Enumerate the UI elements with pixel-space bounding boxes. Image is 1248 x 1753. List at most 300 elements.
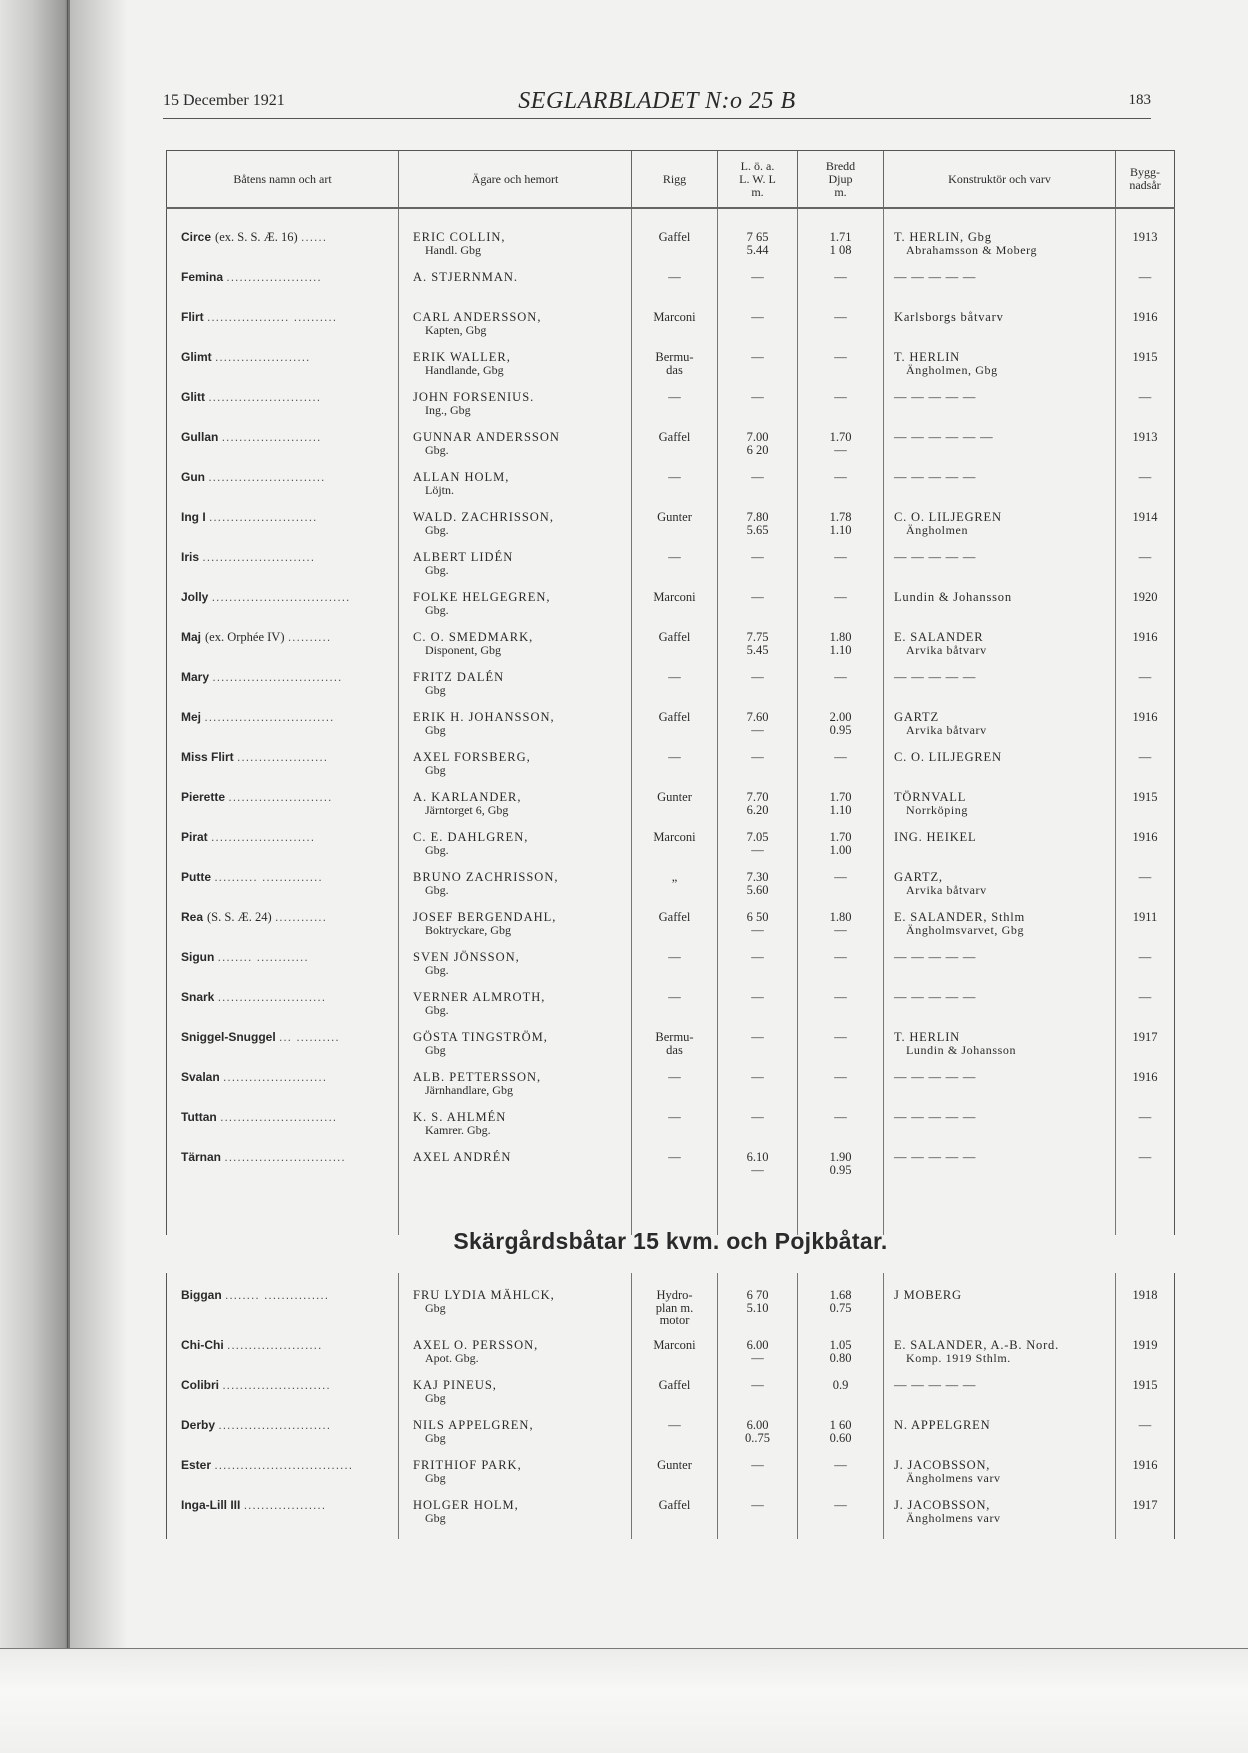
- leader-dots: ........ ...............: [225, 1289, 330, 1302]
- owner-cell: [399, 751, 632, 791]
- length-waterline: —: [751, 922, 764, 937]
- beam-draft-cell: [798, 311, 884, 351]
- rigg-cell: [632, 1459, 718, 1499]
- beam-draft-cell: [798, 1111, 884, 1151]
- boat-name: Ing I: [181, 511, 206, 524]
- constructor-cell: [884, 711, 1116, 751]
- constructor-name: — — — — —: [894, 550, 977, 564]
- build-year-cell: [1116, 1151, 1175, 1191]
- rigg-value: —: [668, 950, 681, 964]
- owner-name: ALB. PETTERSSON,: [413, 1070, 542, 1084]
- constructor-name: — — — — —: [894, 270, 977, 284]
- constructor-cell: [884, 271, 1116, 311]
- length-overall: 6 70: [746, 1288, 769, 1302]
- owner-title-home: Gbg.: [425, 562, 449, 577]
- table-row: [167, 911, 1175, 951]
- table-row: [167, 711, 1175, 751]
- length-cell: [718, 1289, 798, 1339]
- build-year-cell: [1116, 231, 1175, 271]
- rigg-value: —: [668, 1070, 681, 1084]
- owner-name: ERIK WALLER,: [413, 350, 511, 364]
- boat-name: Svalan: [181, 1071, 220, 1084]
- draft-value: 1.10: [829, 642, 852, 657]
- leader-dots: ..........................: [202, 551, 316, 564]
- beam-draft-cell: [798, 751, 884, 791]
- rigg-cell: [632, 831, 718, 871]
- boat-name: Circe: [181, 231, 212, 244]
- length-waterline: 5.65: [746, 522, 769, 537]
- boat-name-cell: [167, 1459, 399, 1499]
- length-cell: [718, 431, 798, 471]
- col-header-length: [718, 151, 798, 209]
- rigg-cell: [632, 231, 718, 271]
- length-overall: —: [751, 1378, 764, 1392]
- owner-cell: [399, 231, 632, 271]
- leader-dots: .......... ..............: [214, 871, 323, 884]
- rigg-value: Gaffel: [658, 910, 691, 924]
- constructor-cell: [884, 431, 1116, 471]
- owner-cell: [399, 631, 632, 671]
- build-year: 1917: [1132, 1498, 1158, 1512]
- owner-title-home: Gbg.: [425, 442, 449, 457]
- build-year-cell: [1116, 671, 1175, 711]
- constructor-cell: [884, 1111, 1116, 1151]
- leader-dots: .......................: [221, 431, 322, 444]
- col-header-beam: [798, 151, 884, 209]
- constructor-name: — — — — —: [894, 1070, 977, 1084]
- build-year: 1916: [1132, 830, 1158, 844]
- length-overall: 7.00: [746, 430, 769, 444]
- owner-name: FRITZ DALÉN: [413, 670, 505, 684]
- boat-name: Maj: [181, 631, 202, 644]
- leader-dots: ........................: [211, 831, 316, 844]
- beam-draft-cell: [798, 551, 884, 591]
- length-cell: [718, 991, 798, 1031]
- beam-value: —: [834, 1070, 847, 1084]
- constructor-name: T. HERLIN, Gbg: [894, 230, 992, 244]
- rigg-cell: [632, 911, 718, 951]
- build-year: 1915: [1132, 790, 1158, 804]
- spacer-row: [167, 208, 1175, 231]
- build-year: —: [1138, 1418, 1152, 1432]
- constructor-name: Lundin & Johansson: [894, 590, 1012, 604]
- rigg-cell: [632, 951, 718, 991]
- rigg-cell: [632, 551, 718, 591]
- length-waterline: 5.10: [746, 1300, 769, 1315]
- draft-value: 0.75: [829, 1300, 852, 1315]
- constructor-name: T. HERLIN: [894, 1030, 960, 1044]
- build-year: 1913: [1132, 430, 1158, 444]
- col-header-name: Båtens namn och art: [167, 151, 399, 209]
- draft-value: 0.95: [829, 1162, 852, 1177]
- beam-value: —: [834, 750, 847, 764]
- length-overall: —: [751, 350, 764, 364]
- boat-name-cell: [167, 351, 399, 391]
- rigg-value: Gaffel: [658, 630, 691, 644]
- length-overall: 7.80: [746, 510, 769, 524]
- boat-name: Mej: [181, 711, 202, 724]
- owner-title-home: Gbg: [425, 1470, 446, 1485]
- beam-value: —: [834, 390, 847, 404]
- length-overall: 6.00: [746, 1338, 769, 1352]
- underlying-sheet: [0, 1648, 1248, 1753]
- beam-draft-cell: [798, 1419, 884, 1459]
- leader-dots: ............................: [224, 1151, 346, 1164]
- build-year-cell: [1116, 871, 1175, 911]
- length-overall: 7.30: [746, 870, 769, 884]
- constructor-cell: [884, 671, 1116, 711]
- length-waterline: 5.60: [746, 882, 769, 897]
- owner-name: VERNER ALMROTH,: [413, 990, 546, 1004]
- boat-name: Pierette: [181, 791, 226, 804]
- table-row: [167, 1499, 1175, 1539]
- boat-former-name: (S. S. Æ. 24): [207, 911, 272, 924]
- shipyard-name: Ängholmens varv: [906, 1470, 1001, 1485]
- owner-cell: [399, 311, 632, 351]
- beam-value: 0.9: [832, 1378, 849, 1392]
- beam-draft-cell: [798, 351, 884, 391]
- owner-title-home: Gbg.: [425, 842, 449, 857]
- constructor-cell: [884, 1379, 1116, 1419]
- length-waterline: —: [751, 842, 764, 857]
- table-row: [167, 1071, 1175, 1111]
- beam-draft-cell: [798, 1459, 884, 1499]
- rigg-cell: [632, 671, 718, 711]
- owner-title-home: Gbg: [425, 1430, 446, 1445]
- constructor-cell: [884, 591, 1116, 631]
- shipyard-name: Lundin & Johansson: [906, 1042, 1017, 1057]
- length-cell: [718, 791, 798, 831]
- rigg-cell: [632, 271, 718, 311]
- leader-dots: ........................: [228, 791, 333, 804]
- table-row: [167, 1379, 1175, 1419]
- build-year-cell: [1116, 1031, 1175, 1071]
- constructor-cell: [884, 1499, 1116, 1539]
- publication-title: SEGLARBLADET N:o 25 B: [518, 88, 796, 114]
- beam-value: 1.90: [829, 1150, 852, 1164]
- boat-name-cell: [167, 1419, 399, 1459]
- section-title: Skärgårdsbåtar 15 kvm. och Pojkbåtar.: [453, 1228, 888, 1254]
- rigg-value-cont2: motor: [659, 1313, 690, 1327]
- leader-dots: ................................: [211, 591, 351, 604]
- leader-dots: ..........................: [218, 1419, 332, 1432]
- boat-name: Biggan: [181, 1289, 222, 1302]
- length-overall: 7.70: [746, 790, 769, 804]
- rigg-value: Marconi: [653, 590, 696, 604]
- table-row: [167, 791, 1175, 831]
- owner-title-home: Kamrer. Gbg.: [425, 1122, 491, 1137]
- draft-value: 1.10: [829, 522, 852, 537]
- rigg-value: Hydro-: [656, 1288, 693, 1302]
- owner-name: C. O. SMEDMARK,: [413, 630, 534, 644]
- build-year-cell: [1116, 471, 1175, 511]
- beam-draft-cell: [798, 391, 884, 431]
- boat-name: Glitt: [181, 391, 205, 404]
- rigg-cell: [632, 1071, 718, 1111]
- build-year-cell: [1116, 591, 1175, 631]
- rigg-value: —: [668, 670, 681, 684]
- leader-dots: ............: [274, 911, 327, 924]
- running-header: [163, 88, 1151, 119]
- rigg-value: —: [668, 1150, 681, 1164]
- rigg-cell: [632, 511, 718, 551]
- owner-title-home: Gbg: [425, 682, 446, 697]
- length-cell: [718, 391, 798, 431]
- constructor-name: GARTZ: [894, 710, 939, 724]
- build-year-cell: [1116, 991, 1175, 1031]
- owner-cell: [399, 1151, 632, 1191]
- build-year: 1916: [1132, 710, 1158, 724]
- shipyard-name: Arvika båtvarv: [906, 642, 987, 657]
- beam-draft-cell: [798, 1151, 884, 1191]
- boat-register-table: [166, 150, 1175, 1539]
- owner-cell: [399, 911, 632, 951]
- register-body-section2: [167, 1273, 1175, 1539]
- leader-dots: ..............................: [204, 711, 335, 724]
- page-number: 183: [1128, 92, 1151, 108]
- draft-value: 0.60: [829, 1430, 852, 1445]
- table-row: [167, 831, 1175, 871]
- constructor-cell: [884, 1071, 1116, 1111]
- beam-draft-cell: [798, 831, 884, 871]
- owner-name: SVEN JÖNSSON,: [413, 950, 520, 964]
- table-row: [167, 551, 1175, 591]
- boat-name-cell: [167, 271, 399, 311]
- leader-dots: ......................: [227, 1339, 323, 1352]
- leader-dots: ... ..........: [279, 1031, 340, 1044]
- beam-draft-cell: [798, 591, 884, 631]
- build-year-cell: [1116, 431, 1175, 471]
- beam-value: 1.70: [829, 830, 852, 844]
- beam-draft-cell: [798, 1499, 884, 1539]
- boat-name-cell: [167, 431, 399, 471]
- table-row: [167, 1459, 1175, 1499]
- rigg-cell: [632, 1289, 718, 1339]
- owner-name: AXEL ANDRÉN: [413, 1150, 512, 1164]
- shipyard-name: Ängholmsvarvet, Gbg: [906, 922, 1025, 937]
- owner-cell: [399, 1379, 632, 1419]
- boat-name-cell: [167, 951, 399, 991]
- owner-title-home: Boktryckare, Gbg: [425, 922, 511, 937]
- rigg-value-cont: plan m.: [655, 1300, 694, 1315]
- beam-value: —: [834, 950, 847, 964]
- issue-date: 15 December 1921: [163, 92, 285, 109]
- length-overall: 7.60: [746, 710, 769, 724]
- beam-value: 1.78: [829, 510, 852, 524]
- boat-name: Femina: [181, 271, 224, 284]
- rigg-cell: [632, 791, 718, 831]
- rigg-cell: [632, 1151, 718, 1191]
- rigg-value: —: [668, 390, 681, 404]
- table-row: [167, 1031, 1175, 1071]
- owner-title-home: Gbg: [425, 1390, 446, 1405]
- length-overall: —: [751, 550, 764, 564]
- table-row: [167, 311, 1175, 351]
- build-year: 1916: [1132, 630, 1158, 644]
- col-header-beam-djup: Djup: [828, 171, 853, 186]
- boat-name: Gullan: [181, 431, 219, 444]
- length-cell: [718, 751, 798, 791]
- table-row: [167, 991, 1175, 1031]
- length-overall: —: [751, 1110, 764, 1124]
- boat-name: Sniggel-Snuggel: [181, 1031, 276, 1044]
- length-overall: —: [751, 1070, 764, 1084]
- beam-draft-cell: [798, 1031, 884, 1071]
- rigg-cell: [632, 711, 718, 751]
- beam-value: 1.80: [829, 630, 852, 644]
- build-year-cell: [1116, 631, 1175, 671]
- boat-name: Chi-Chi: [181, 1339, 224, 1352]
- constructor-name: — — — — —: [894, 1378, 977, 1392]
- rigg-cell: [632, 431, 718, 471]
- owner-name: FRU LYDIA MÄHLCK,: [413, 1288, 555, 1302]
- table-row: [167, 431, 1175, 471]
- leader-dots: .....................: [237, 751, 329, 764]
- beam-value: —: [834, 1110, 847, 1124]
- constructor-cell: [884, 871, 1116, 911]
- col-header-beam-bredd: Bredd: [825, 158, 856, 173]
- table-row: [167, 591, 1175, 631]
- length-cell: [718, 351, 798, 391]
- length-waterline: 0..75: [745, 1430, 770, 1445]
- constructor-name: J MOBERG: [894, 1288, 962, 1302]
- constructor-name: — — — — —: [894, 1150, 977, 1164]
- constructor-cell: [884, 991, 1116, 1031]
- owner-cell: [399, 791, 632, 831]
- col-header-year-line1: Bygg-: [1130, 165, 1160, 179]
- constructor-cell: [884, 791, 1116, 831]
- table-row: [167, 351, 1175, 391]
- draft-value: 1.00: [829, 842, 852, 857]
- constructor-name: J. JACOBSSON,: [894, 1498, 991, 1512]
- length-overall: —: [751, 1458, 764, 1472]
- length-waterline: 5.44: [746, 242, 769, 257]
- beam-value: 1.05: [829, 1338, 852, 1352]
- beam-value: —: [834, 990, 847, 1004]
- build-year-cell: [1116, 751, 1175, 791]
- leader-dots: ..............................: [212, 671, 343, 684]
- rigg-cell: [632, 311, 718, 351]
- boat-name-cell: [167, 231, 399, 271]
- boat-name: Putte: [181, 871, 211, 884]
- leader-dots: ........................: [223, 1071, 328, 1084]
- build-year-cell: [1116, 711, 1175, 751]
- spacer-row: [167, 1273, 1175, 1289]
- owner-name: NILS APPELGREN,: [413, 1418, 534, 1432]
- rigg-cell: [632, 1031, 718, 1071]
- build-year: —: [1138, 1110, 1152, 1124]
- length-overall: —: [751, 310, 764, 324]
- owner-cell: [399, 1459, 632, 1499]
- owner-title-home: Apot. Gbg.: [425, 1350, 479, 1365]
- table-row: [167, 1419, 1175, 1459]
- beam-draft-cell: [798, 1339, 884, 1379]
- leader-dots: .........................: [222, 1379, 331, 1392]
- length-overall: —: [751, 990, 764, 1004]
- rigg-value: Gunter: [657, 1458, 692, 1472]
- constructor-cell: [884, 351, 1116, 391]
- shipyard-name: Arvika båtvarv: [906, 722, 987, 737]
- owner-cell: [399, 551, 632, 591]
- rigg-value: Gunter: [657, 510, 692, 524]
- table-row: [167, 951, 1175, 991]
- owner-cell: [399, 351, 632, 391]
- rigg-value: Bermu-: [655, 1030, 694, 1044]
- beam-value: —: [834, 310, 847, 324]
- build-year: —: [1138, 470, 1152, 484]
- boat-name: Derby: [181, 1419, 216, 1432]
- boat-name: Snark: [181, 991, 215, 1004]
- owner-cell: [399, 1031, 632, 1071]
- owner-name: K. S. AHLMÉN: [413, 1110, 507, 1124]
- constructor-cell: [884, 1339, 1116, 1379]
- boat-name-cell: [167, 751, 399, 791]
- rigg-value: —: [668, 1110, 681, 1124]
- table-row: [167, 671, 1175, 711]
- beam-value: —: [834, 870, 847, 884]
- boat-name-cell: [167, 791, 399, 831]
- rigg-value: Bermu-: [655, 350, 694, 364]
- rigg-cell: [632, 871, 718, 911]
- beam-value: —: [834, 350, 847, 364]
- rigg-cell: [632, 991, 718, 1031]
- draft-value: 1 08: [829, 242, 852, 257]
- rigg-value: Gaffel: [658, 1498, 691, 1512]
- beam-draft-cell: [798, 471, 884, 511]
- length-cell: [718, 1499, 798, 1539]
- owner-name: KAJ PINEUS,: [413, 1378, 497, 1392]
- shipyard-name: Ängholmen: [906, 522, 969, 537]
- length-cell: [718, 1071, 798, 1111]
- beam-draft-cell: [798, 871, 884, 911]
- build-year: —: [1138, 270, 1152, 284]
- rigg-value: —: [668, 990, 681, 1004]
- rigg-value: „: [671, 870, 678, 884]
- owner-cell: [399, 871, 632, 911]
- constructor-name: — — — — — —: [894, 430, 994, 444]
- boat-name: Pirat: [181, 831, 208, 844]
- build-year: 1918: [1132, 1288, 1158, 1302]
- rigg-cell: [632, 471, 718, 511]
- rigg-value: Marconi: [653, 830, 696, 844]
- draft-value: —: [834, 442, 847, 457]
- owner-cell: [399, 431, 632, 471]
- owner-name: AXEL O. PERSSON,: [413, 1338, 539, 1352]
- constructor-cell: [884, 831, 1116, 871]
- owner-cell: [399, 1071, 632, 1111]
- owner-title-home: Gbg: [425, 1300, 446, 1315]
- owner-cell: [399, 1499, 632, 1539]
- owner-title-home: Gbg.: [425, 962, 449, 977]
- table-row: [167, 231, 1175, 271]
- build-year: —: [1138, 670, 1152, 684]
- constructor-name: TÖRNVALL: [894, 790, 967, 804]
- rigg-value: —: [668, 470, 681, 484]
- beam-value: —: [834, 1030, 847, 1044]
- constructor-name: C. O. LILJEGREN: [894, 750, 1002, 764]
- constructor-cell: [884, 1031, 1116, 1071]
- owner-cell: [399, 471, 632, 511]
- length-overall: 6.00: [746, 1418, 769, 1432]
- rigg-value: Marconi: [653, 310, 696, 324]
- owner-title-home: Gbg: [425, 722, 446, 737]
- col-header-year-line2: nadsår: [1129, 178, 1161, 192]
- owner-cell: [399, 991, 632, 1031]
- rigg-value: Gaffel: [658, 1378, 691, 1392]
- owner-name: JOSEF BERGENDAHL,: [413, 910, 557, 924]
- beam-value: 1.71: [829, 230, 852, 244]
- table-row: [167, 1111, 1175, 1151]
